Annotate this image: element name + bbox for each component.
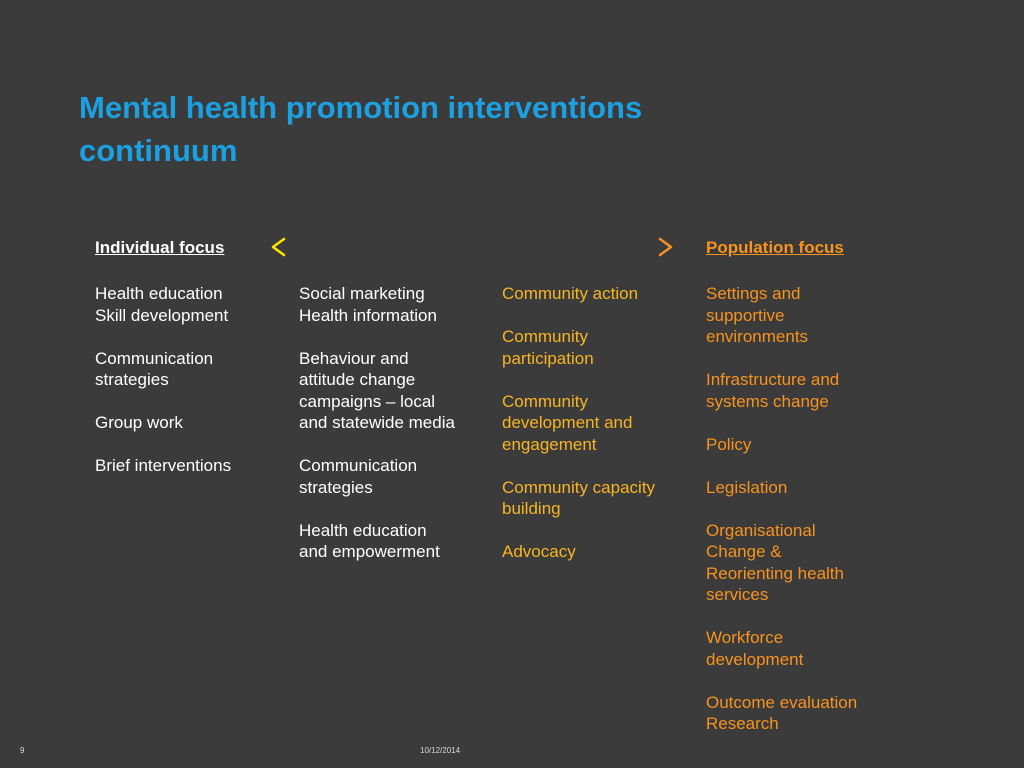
intervention-line: and empowerment [299,542,440,561]
intervention-group [95,283,231,326]
intervention-line: building [502,499,561,518]
intervention-group [706,477,857,499]
intervention-line: Reorienting health [706,563,844,583]
intervention-line: Research [706,714,779,733]
intervention-line: Social marketing [299,284,425,303]
intervention-group [299,455,455,498]
slide-title [79,86,642,172]
intervention-group [502,391,655,456]
intervention-line: Communication [95,348,214,368]
intervention-group [706,692,857,735]
intervention-line: participation [502,348,594,368]
intervention-group [706,627,857,670]
intervention-line: Community [502,327,588,346]
intervention-line: environments [706,327,809,346]
intervention-group [502,283,655,305]
population-focus-heading: Population focus [706,238,844,257]
intervention-group [502,326,655,369]
intervention-line: Workforce [706,628,784,647]
column-campaign-interventions [299,283,455,584]
intervention-group [95,455,231,477]
intervention-group [299,348,455,434]
column-population-interventions [706,283,857,756]
intervention-line: services [706,585,769,604]
intervention-line: Community [502,391,588,411]
intervention-group [706,520,857,606]
intervention-line: Advocacy [502,542,576,561]
intervention-line: Health education [95,284,223,303]
intervention-line: Health information [299,305,437,325]
intervention-line: Legislation [706,477,788,497]
double-headed-arrow-icon [268,236,678,258]
intervention-group [706,283,857,348]
intervention-line: Community capacity [502,477,656,497]
slide-title-line: Mental health promotion interventions [79,90,643,125]
intervention-line: development [706,649,804,669]
intervention-group [299,520,455,563]
intervention-line: Group work [95,413,183,432]
intervention-group [502,477,655,520]
intervention-line: Behaviour and [299,348,409,368]
intervention-line: Settings and [706,284,801,303]
slide-page-number: 9 [20,746,25,755]
intervention-group [502,541,655,563]
individual-focus-heading: Individual focus [95,238,225,257]
intervention-line: Skill development [95,305,229,325]
intervention-line: supportive [706,305,785,325]
column-individual-interventions [95,283,231,498]
intervention-line: development and [502,413,633,432]
column-community-interventions [502,283,655,584]
intervention-line: Infrastructure and [706,370,840,389]
intervention-line: Change & [706,542,782,561]
intervention-group [95,348,231,391]
intervention-line: Policy [706,434,752,454]
slide-title-line: continuum [79,133,238,168]
intervention-group [95,412,231,434]
intervention-group [299,283,455,326]
intervention-line: engagement [502,434,597,454]
intervention-line: Health education [299,520,427,540]
intervention-line: Community action [502,284,639,303]
intervention-line: Outcome evaluation [706,692,858,712]
intervention-line: and statewide media [299,413,455,432]
intervention-line: campaigns – local [299,391,436,411]
intervention-line: Organisational [706,520,816,540]
intervention-line: Brief interventions [95,456,232,475]
intervention-line: systems change [706,391,829,411]
intervention-line: strategies [95,370,169,389]
intervention-line: Communication [299,456,418,475]
intervention-line: attitude change [299,370,416,389]
slide-date: 10/12/2014 [420,746,461,755]
intervention-group [706,369,857,412]
intervention-group [706,434,857,456]
intervention-line: strategies [299,477,373,497]
